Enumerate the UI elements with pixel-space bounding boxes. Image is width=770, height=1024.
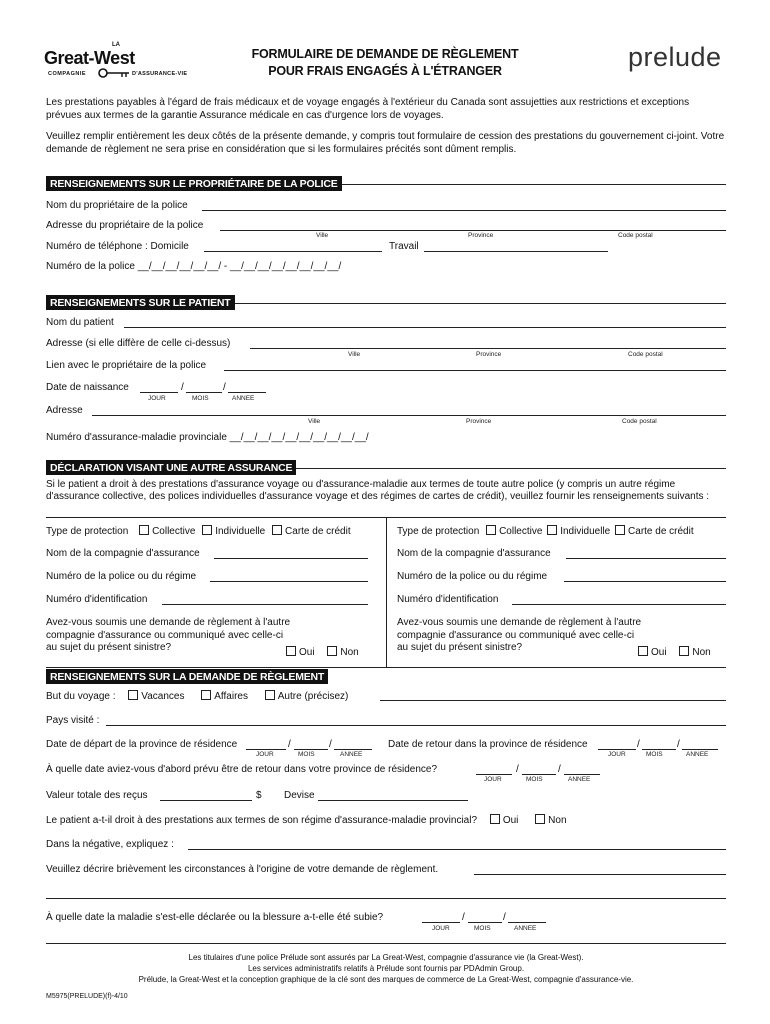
footer-notice: Les titulaires d'une police Prélude sont assurés par La Great-West, compagnie d'assurance vie (la Great-West). Les services administratifs relatifs à Prélude sont fournis par PDAdmin Group. Prélude, la Great-West et la conception graphique de la clé sont des marques de commerce de La Great-West, compagnie d'assurance-vie. <box>138 953 634 984</box>
oui-checkbox-2[interactable] <box>638 646 648 656</box>
affaires-checkbox[interactable] <box>201 690 211 700</box>
country-visited-field[interactable] <box>106 725 726 726</box>
return-year-field[interactable] <box>682 749 718 750</box>
slash: / <box>637 739 640 750</box>
province-caption: Province <box>466 418 492 425</box>
yes-no-group-2: Oui Non <box>638 646 711 658</box>
patient-section-heading: RENSEIGNEMENTS SUR LE PATIENT <box>46 295 235 310</box>
non-checkbox-2[interactable] <box>679 646 689 656</box>
individuelle-checkbox-1[interactable] <box>202 525 212 535</box>
id-number-label-1: Numéro d'identification <box>46 594 148 605</box>
onset-day-field[interactable] <box>422 922 460 923</box>
slash: / <box>558 764 561 775</box>
onset-year-field[interactable] <box>508 922 546 923</box>
patient-health-number-field[interactable]: Numéro d'assurance-maladie provinciale __/__/__/__/__/__/__/__/__/__/ <box>46 432 369 443</box>
province-caption: Province <box>468 232 494 239</box>
explain-label: Dans la négative, expliquez : <box>46 839 174 850</box>
dob-month-field[interactable] <box>186 392 222 393</box>
ville-caption: Ville <box>348 351 361 358</box>
id-number-label-2: Numéro d'identification <box>397 594 499 605</box>
mois-caption: MOIS <box>526 776 543 783</box>
planned-return-label: À quelle date aviez-vous d'abord prévu être de retour dans votre province de résidence? <box>46 764 438 775</box>
postal-caption: Code postal <box>618 232 653 239</box>
intro-paragraph-2: Veuillez remplir entièrement les deux côtés de la présente demande, y compris tout formulaire de cession des prestations du gouvernement ci-joint. Votre demande de règlement ne sera prise en considération que si les formulaires précités sont dûment remplis. <box>46 131 725 155</box>
collective-checkbox-2[interactable] <box>486 525 496 535</box>
footer-rule <box>46 943 726 944</box>
currency-field[interactable] <box>318 800 468 801</box>
annee-caption: ANNEE <box>568 776 591 783</box>
trip-purpose-other-field[interactable] <box>380 700 726 701</box>
describe-field[interactable] <box>474 874 726 875</box>
yes-no-group-1: Oui Non <box>286 646 359 658</box>
planned-return-month-field[interactable] <box>522 774 556 775</box>
individuelle-checkbox-2[interactable] <box>547 525 557 535</box>
policy-number-field-2[interactable] <box>564 581 726 582</box>
jour-caption: JOUR <box>256 751 274 758</box>
ville-caption: Ville <box>316 232 329 239</box>
slash: / <box>288 739 291 750</box>
country-visited-label: Pays visité : <box>46 715 100 726</box>
mois-caption: MOIS <box>646 751 663 758</box>
key-icon <box>98 68 130 78</box>
owner-section-heading: RENSEIGNEMENTS SUR LE PROPRIÉTAIRE DE LA POLICE <box>46 176 342 191</box>
other-insurance-heading: DÉCLARATION VISANT UNE AUTRE ASSURANCE <box>46 460 296 475</box>
logo-name: Great-West <box>44 48 135 68</box>
jour-caption: JOUR <box>432 925 450 932</box>
province-caption: Province <box>476 351 502 358</box>
onset-date-label: À quelle date la maladie s'est-elle déclarée ou la blessure a-t-elle été subie? <box>46 912 384 923</box>
policy-number-field-1[interactable] <box>210 581 368 582</box>
owner-name-label: Nom du propriétaire de la police <box>46 200 188 211</box>
autre-checkbox[interactable] <box>265 690 275 700</box>
provincial-non-checkbox[interactable] <box>535 814 545 824</box>
receipts-total-field[interactable] <box>160 800 252 801</box>
dob-day-field[interactable] <box>140 392 178 393</box>
slash: / <box>677 739 680 750</box>
form-code: M5975(PRELUDE)(f)-4/10 <box>46 993 128 1000</box>
patient-name-label: Nom du patient <box>46 317 114 328</box>
describe-field-line-2[interactable] <box>46 898 726 899</box>
patient-address-diff-field[interactable] <box>250 348 726 349</box>
logo-left-text: COMPAGNIE <box>48 71 87 77</box>
company-name-field-1[interactable] <box>214 558 368 559</box>
planned-return-year-field[interactable] <box>564 774 600 775</box>
id-number-field-2[interactable] <box>512 604 726 605</box>
table-bottom-rule <box>46 667 726 668</box>
id-number-field-1[interactable] <box>162 604 368 605</box>
other-insurance-description: Si le patient a droit à des prestations d'assurance voyage ou d'assurance-maladie aux termes de toute autre police (y compris un autre régime d'assurance collective, des polices individuelles d'assurance voyage et des régimes de cartes de crédit), veuillez fournir les renseignements suivants : <box>46 479 710 502</box>
describe-label: Veuillez décrire brièvement les circonstances à l'origine de votre demande de règlement. <box>46 864 439 875</box>
owner-address-label: Adresse du propriétaire de la police <box>46 220 204 231</box>
annee-caption: ANNEE <box>514 925 537 932</box>
ville-caption: Ville <box>308 418 321 425</box>
receipts-total-label: Valeur totale des reçus <box>46 790 148 801</box>
company-name-field-2[interactable] <box>566 558 726 559</box>
form-title: FORMULAIRE DE DEMANDE DE RÈGLEMENT POUR FRAIS ENGAGÉS À L'ÉTRANGER <box>251 47 519 78</box>
patient-name-field[interactable] <box>124 327 726 328</box>
departure-month-field[interactable] <box>294 749 328 750</box>
other-claim-question-1: Avez-vous soumis une demande de règlement à l'autre compagnie d'assurance ou communiqué avec celle-ci au sujet du présent sinistre? <box>46 617 291 653</box>
slash: / <box>223 382 226 393</box>
slash: / <box>181 382 184 393</box>
explain-field[interactable] <box>188 849 726 850</box>
provincial-oui-checkbox[interactable] <box>490 814 500 824</box>
company-name-label-1: Nom de la compagnie d'assurance <box>46 548 200 559</box>
brand-logo: prelude <box>628 42 722 72</box>
mois-caption: MOIS <box>192 395 209 402</box>
return-date-label: Date de retour dans la province de résidence <box>388 739 588 750</box>
planned-return-day-field[interactable] <box>476 774 512 775</box>
owner-phone-home-label: Numéro de téléphone : Domicile <box>46 241 189 252</box>
owner-phone-work-label: Travail <box>389 241 419 252</box>
patient-relation-label: Lien avec le propriétaire de la police <box>46 360 207 371</box>
patient-address-label: Adresse <box>46 405 83 416</box>
coverage-type-group-2: Type de protection Collective Individuelle Carte de crédit <box>397 526 694 537</box>
policy-number-label-1: Numéro de la police ou du régime <box>46 571 197 582</box>
patient-relation-field[interactable] <box>224 370 726 371</box>
logo-right-text: D'ASSURANCE-VIE <box>132 71 188 77</box>
departure-year-field[interactable] <box>334 749 372 750</box>
jour-caption: JOUR <box>484 776 502 783</box>
annee-caption: ANNEE <box>340 751 363 758</box>
jour-caption: JOUR <box>608 751 626 758</box>
carte-credit-checkbox-1[interactable] <box>272 525 282 535</box>
oui-checkbox-1[interactable] <box>286 646 296 656</box>
patient-address-diff-label: Adresse (si elle diffère de celle ci-dessus) <box>46 338 231 349</box>
claim-section-heading: RENSEIGNEMENTS SUR LA DEMANDE DE RÈGLEMENT <box>46 669 328 684</box>
owner-address-field[interactable] <box>220 230 726 231</box>
annee-caption: ANNEE <box>686 751 709 758</box>
owner-phone-home-field[interactable] <box>204 251 382 252</box>
currency-label: Devise <box>284 790 315 801</box>
dob-year-field[interactable] <box>228 392 266 393</box>
onset-month-field[interactable] <box>468 922 502 923</box>
slash: / <box>503 912 506 923</box>
postal-caption: Code postal <box>622 418 657 425</box>
policy-number-label-2: Numéro de la police ou du régime <box>397 571 548 582</box>
collective-checkbox-1[interactable] <box>139 525 149 535</box>
annee-caption: ANNEE <box>232 395 255 402</box>
provincial-plan-group: Le patient a-t-il droit à des prestations aux termes de son régime d'assurance-maladie provincial? Oui Non <box>46 815 567 826</box>
owner-phone-work-field[interactable] <box>424 251 608 252</box>
postal-caption: Code postal <box>628 351 663 358</box>
other-claim-question-2: Avez-vous soumis une demande de règlement à l'autre compagnie d'assurance ou communiqué avec celle-ci au sujet du présent sinistre? <box>397 617 642 653</box>
slash: / <box>516 764 519 775</box>
dollar-sign: $ <box>256 790 262 801</box>
owner-policy-number-field[interactable]: Numéro de la police __/__/__/__/__/__/ - __/__/__/__/__/__/__/__/ <box>46 261 342 272</box>
non-checkbox-1[interactable] <box>327 646 337 656</box>
patient-dob-label: Date de naissance <box>46 382 129 393</box>
jour-caption: JOUR <box>148 395 166 402</box>
company-name-label-2: Nom de la compagnie d'assurance <box>397 548 551 559</box>
table-divider <box>386 517 387 667</box>
patient-address-field[interactable] <box>92 415 726 416</box>
intro-paragraph-1: Les prestations payables à l'égard de frais médicaux et de voyage engagés à l'extérieur du Canada sont assujetties aux restrictions et exceptions prévues aux termes de la garantie Assurance médicale en cas d'urgence lors de voyages. <box>46 97 690 121</box>
logo-la: LA <box>112 42 120 48</box>
departure-day-field[interactable] <box>246 749 286 750</box>
slash: / <box>462 912 465 923</box>
return-month-field[interactable] <box>642 749 676 750</box>
return-day-field[interactable] <box>598 749 636 750</box>
vacances-checkbox[interactable] <box>128 690 138 700</box>
mois-caption: MOIS <box>298 751 315 758</box>
mois-caption: MOIS <box>474 925 491 932</box>
trip-purpose-group: But du voyage : Vacances Affaires Autre (précisez) <box>46 691 349 702</box>
departure-date-label: Date de départ de la province de résidence <box>46 739 238 750</box>
coverage-type-group-1: Type de protection Collective Individuelle Carte de crédit <box>46 526 351 537</box>
carte-credit-checkbox-2[interactable] <box>615 525 625 535</box>
slash: / <box>329 739 332 750</box>
owner-name-field[interactable] <box>202 210 726 211</box>
